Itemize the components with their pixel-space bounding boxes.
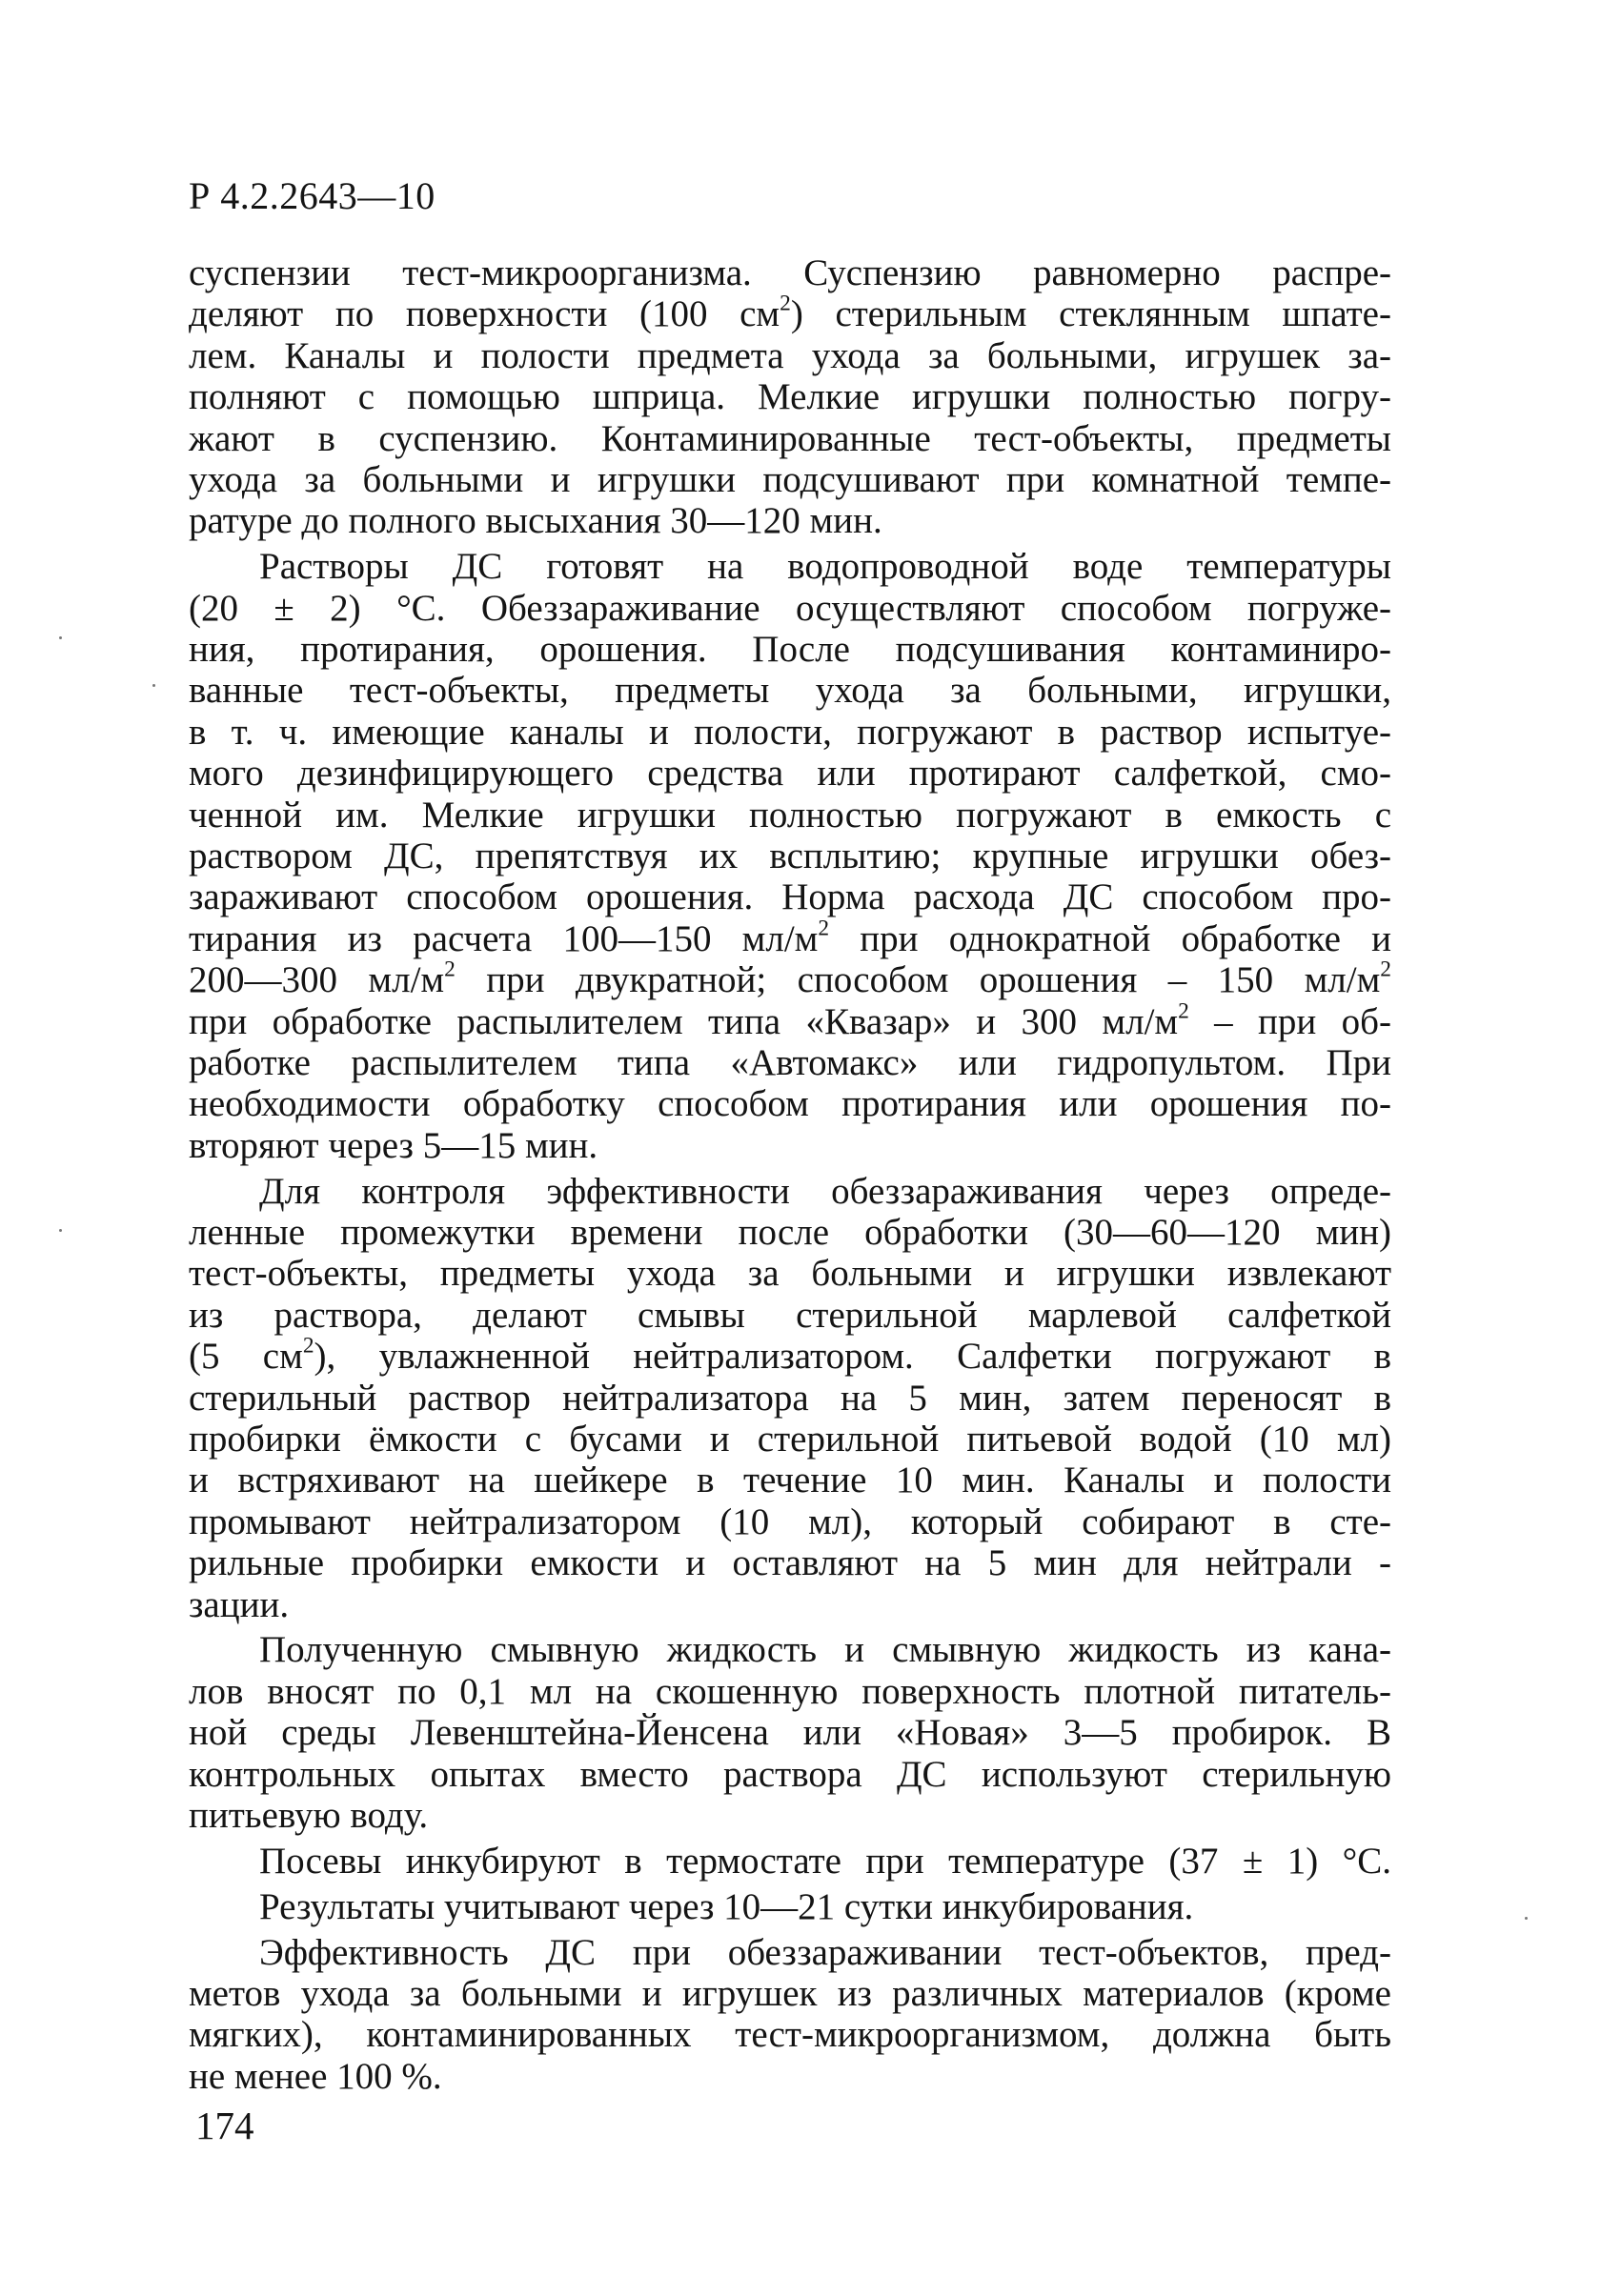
paragraph <box>189 1841 1391 1882</box>
superscript: 2 <box>780 292 791 317</box>
text-line: необходимости обработку способом протирания или орошения по- <box>189 1083 1391 1125</box>
text-line: полняют с помощью шприца. Мелкие игрушки полностью погру- <box>189 376 1391 418</box>
text-line: лем. Каналы и полости предмета ухода за больными, игрушек за- <box>189 334 1391 376</box>
body-text <box>189 252 1391 2102</box>
text-line: работке распылителем типа «Автомакс» или гидропультом. При <box>189 1041 1391 1083</box>
superscript: 2 <box>1380 957 1391 982</box>
superscript: 2 <box>302 1333 314 1359</box>
text-line: при обработке распылителем типа «Квазар» и 300 $мл/м^2$ – при об- <box>189 998 1391 1042</box>
text-line: жают в суспензию. Контаминированные тест-объекты, предметы <box>189 417 1391 459</box>
text-line: деляют по поверхности (100 $см^2$) стерильным стеклянным шпате- <box>189 292 1391 335</box>
text-line: ченной им. Мелкие игрушки полностью погружают в емкость с <box>189 794 1391 836</box>
text-line: мягких), контаминированных тест-микроорганизмом, должна быть <box>189 2014 1391 2056</box>
text-line: ванные тест-объекты, предметы ухода за больными, игрушки, <box>189 670 1391 712</box>
text-line: Эффективность ДС при обеззараживании тест-объектов, пред- <box>259 1931 1391 1973</box>
text-line: (5 $см^2$), увлажненной нейтрализатором. Салфетки погружают в <box>189 1333 1392 1378</box>
paragraph <box>189 546 1391 1166</box>
scan-speck <box>59 1229 62 1232</box>
scan-speck <box>152 684 155 687</box>
text-line: ленные промежутки времени после обработки (30—60—120 мин) <box>189 1211 1391 1253</box>
paragraph <box>189 1932 1391 2098</box>
text-line: Полученную смывную жидкость и смывную жидкость из кана- <box>259 1629 1391 1671</box>
text-line: питьевую воду. <box>189 1794 429 1836</box>
scan-speck <box>1525 1917 1528 1920</box>
text-line: Растворы ДС готовят на водопроводной воде температуры <box>259 546 1391 588</box>
text-line: Для контроля эффективности обеззараживания через опреде- <box>259 1170 1391 1212</box>
text-line: Посевы инкубируют в термостате при температуре (37 ± 1) °С. <box>259 1840 1391 1882</box>
text-line: ния, протирания, орошения. После подсушивания контаминиро- <box>189 629 1391 671</box>
text-line: ной среды Левенштейна-Йенсена или «Новая» 3—5 пробирок. В <box>189 1712 1391 1754</box>
paragraph <box>189 1886 1391 1927</box>
text-line: Результаты учитывают через 10—21 сутки инкубирования. <box>259 1885 1194 1927</box>
text-line: тирания из расчета 100—150 $мл/м^2$ при однократной обработке и <box>189 916 1391 959</box>
superscript: 2 <box>444 957 456 982</box>
text-line: ратуре до полного высыхания 30—120 мин. <box>189 500 882 542</box>
text-line: мого дезинфицирующего средства или протирают салфеткой, смо- <box>189 753 1391 795</box>
text-line: раствором ДС, препятствуя их всплытию; крупные игрушки обез- <box>189 835 1391 876</box>
text-line: из раствора, делают смывы стерильной марлевой салфеткой <box>189 1294 1391 1336</box>
text-line: (20 ± 2) °С. Обеззараживание осуществляют способом погруже- <box>189 587 1391 629</box>
superscript: 2 <box>818 916 830 941</box>
text-line: зации. <box>189 1583 290 1625</box>
text-line: 200—300 $мл/м^2$ при двукратной; способом орошения – 150 $мл/м^2$ <box>189 957 1391 1001</box>
text-line: рильные пробирки емкости и оставляют на 5 мин для нейтрали - <box>189 1542 1391 1584</box>
text-line: промывают нейтрализатором (10 мл), который собирают в сте- <box>189 1500 1391 1542</box>
text-line: пробирки ёмкости с бусами и стерильной питьевой водой (10 мл) <box>189 1418 1391 1460</box>
text-line: не менее 100 %. <box>189 2055 442 2097</box>
text-line: суспензии тест-микроорганизма. Суспензию равномерно распре- <box>189 252 1391 293</box>
text-line: контрольных опытах вместо раствора ДС используют стерильную <box>189 1753 1391 1795</box>
paragraph <box>189 1629 1391 1836</box>
text-line: и встряхивают на шейкере в течение 10 мин. Каналы и полости <box>189 1460 1391 1501</box>
superscript: 2 <box>1178 998 1189 1024</box>
scan-speck <box>59 636 62 639</box>
text-line: тест-объекты, предметы ухода за больными и игрушки извлекают <box>189 1253 1391 1295</box>
text-line: метов ухода за больными и игрушек из различных материалов (кроме <box>189 1973 1391 2015</box>
text-line: вторяют через 5—15 мин. <box>189 1124 598 1166</box>
paragraph <box>189 252 1391 542</box>
text-line: лов вносят по 0,1 мл на скошенную поверхность плотной питатель- <box>189 1670 1391 1712</box>
text-line: ухода за больными и игрушки подсушивают при комнатной темпе- <box>189 458 1391 500</box>
paragraph <box>189 1171 1391 1625</box>
text-line: в т. ч. имеющие каналы и полости, погружают в раствор испытуе- <box>189 711 1391 753</box>
text-line: стерильный раствор нейтрализатора на 5 мин, затем переносят в <box>189 1377 1391 1419</box>
text-line: зараживают способом орошения. Норма расхода ДС способом про- <box>189 876 1391 918</box>
page-number: 174 <box>195 2104 254 2147</box>
document-code: Р 4.2.2643—10 <box>189 174 436 217</box>
